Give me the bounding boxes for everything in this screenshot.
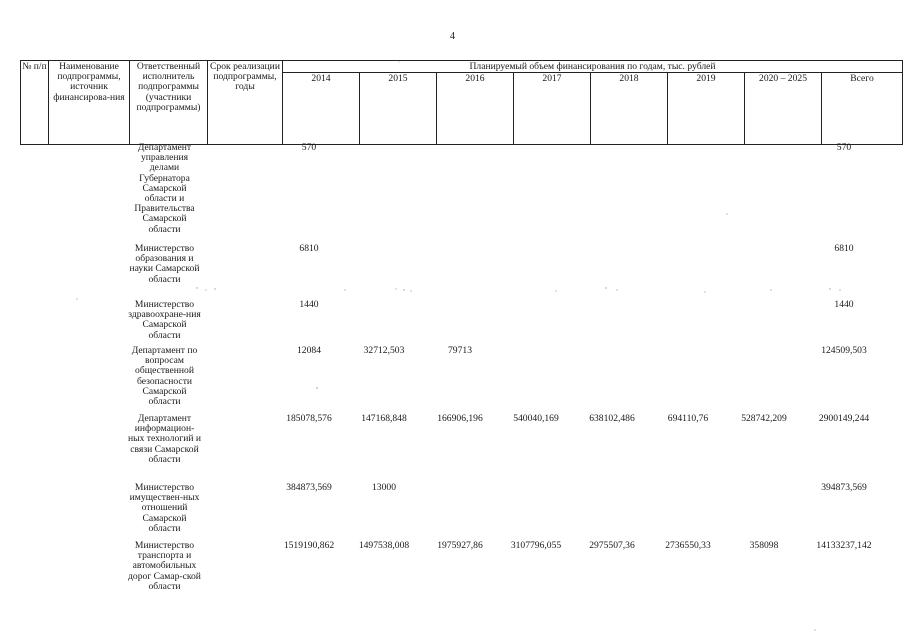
row-department: Министерство транспорта и автомобильных дорог Самар-ской области (128, 540, 201, 592)
col-header-year: 2017 (514, 73, 591, 145)
cell-2016: 79713 (448, 345, 472, 356)
cell-2015: 13000 (372, 482, 396, 493)
cell-2014: 384873,569 (286, 482, 332, 493)
cell-2016: 166906,196 (437, 413, 483, 424)
cell-2017: 3107796,055 (510, 540, 562, 551)
row-department: Департамент информацион-ных технологий и связи Самарской области (127, 413, 202, 465)
cell-total: 394873,569 (821, 482, 867, 493)
cell-2020-2025: 528742,209 (741, 413, 787, 424)
cell-total: 2900149,244 (818, 413, 870, 424)
col-header-total: Всего (822, 73, 903, 145)
col-header-financing: Планируемый объем финансирования по годам, тыс. рублей (283, 61, 903, 73)
col-header-year: 2015 (360, 73, 437, 145)
cell-2014: 1440 (299, 299, 319, 310)
col-header-number: № п/п (21, 61, 49, 145)
row-department: Департамент управления делами Губернатора Самарской области и Правительства Самарской области (134, 142, 195, 235)
row-department: Министерство здравоохране-ния Самарской области (128, 299, 201, 341)
cell-2020-2025: 358098 (749, 540, 779, 551)
col-header-responsible: Ответственный исполнитель подпрограммы (участники подпрограммы) (130, 61, 208, 145)
col-header-year: 2020 – 2025 (745, 73, 822, 145)
cell-total: 1440 (834, 299, 854, 310)
cell-2014: 1519190,862 (283, 540, 335, 551)
col-header-year: 2014 (283, 73, 360, 145)
cell-total: 6810 (834, 243, 854, 254)
col-header-name: Наименование подпрограммы, источник финансирова-ния (49, 61, 130, 145)
cell-2015: 1497538,008 (358, 540, 410, 551)
cell-2014: 570 (301, 142, 317, 153)
page-number: 4 (450, 31, 455, 42)
col-header-year: 2016 (437, 73, 514, 145)
cell-total: 14133237,142 (816, 540, 872, 551)
col-header-term: Срок реализации подпрограммы, годы (208, 61, 283, 145)
cell-2014: 185078,576 (286, 413, 332, 424)
cell-total: 124509,503 (821, 345, 867, 356)
cell-2014: 6810 (299, 243, 319, 254)
col-header-year: 2019 (668, 73, 745, 145)
col-header-year: 2018 (591, 73, 668, 145)
row-department: Министерство образования и науки Самарской области (129, 243, 200, 285)
cell-2018: 2975507,36 (589, 540, 635, 551)
cell-2019: 2736550,33 (665, 540, 711, 551)
cell-2017: 540040,169 (513, 413, 559, 424)
cell-2015: 147168,848 (361, 413, 407, 424)
cell-2018: 638102,486 (589, 413, 635, 424)
row-department: Департамент по вопросам общественной безопасности Самарской области (131, 345, 198, 408)
cell-2015: 32712,503 (363, 345, 405, 356)
cell-2019: 694110,76 (667, 413, 709, 424)
row-department: Министерство имуществен-ных отношений Самарской области (129, 482, 200, 534)
cell-total: 570 (836, 142, 852, 153)
cell-2016: 1975927,86 (437, 540, 483, 551)
cell-2014: 12084 (297, 345, 321, 356)
